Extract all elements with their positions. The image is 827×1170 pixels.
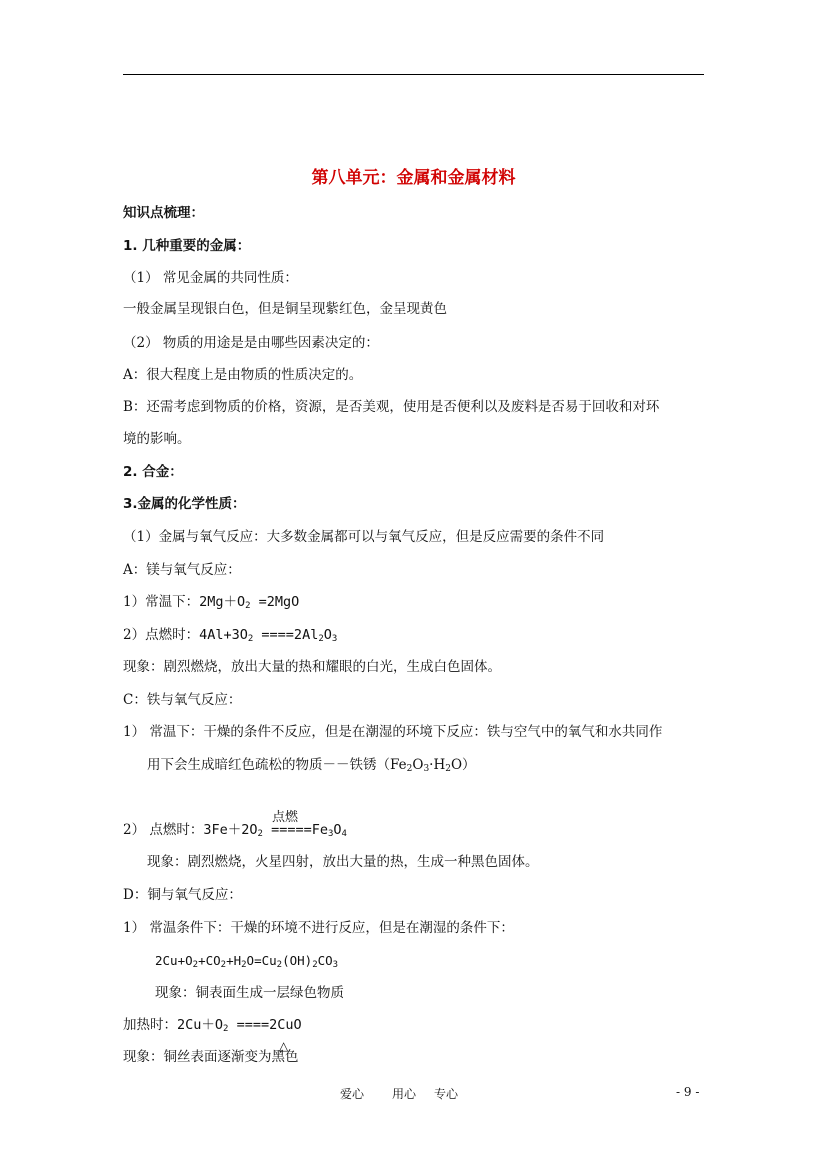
section-2-heading: 2. 合金： <box>123 464 183 480</box>
paragraph-use-b-line1: B：还需考虑到物质的价格，资源，是否美观，使用是否便利以及废料是否易于回收和对环 <box>123 399 660 415</box>
equation-cuo: $2Cu+O_2 ====2CuO$ <box>177 1017 302 1034</box>
equation-cu-corrosion: $2Cu+O_2+CO_2+H_2O=Cu_2(OH)_2CO_3$ <box>155 953 339 970</box>
section-3-heading: 3.金属的化学性质： <box>123 496 246 512</box>
magnesium-phenomenon: 现象：剧烈燃烧，放出大量的热和耀眼的白光，生成白色固体。 <box>123 659 501 675</box>
footer-text-1: 爱心 <box>340 1087 365 1101</box>
iron-title: C：铁与氧气反应： <box>123 692 242 708</box>
equation-al: $4Al+3O_2 ====2Al_2O_3$ <box>199 627 338 644</box>
section-1-heading: 1. 几种重要的金属： <box>123 238 251 254</box>
magnesium-room-temp: 1）常温下：$2Mg+O_2 =2MgO$ <box>123 594 300 611</box>
subsection-1-2: （2） 物质的用途是是由哪些因素决定的： <box>123 335 379 351</box>
copper-heating: 加热时：$2Cu+O_2 ====2CuO$ <box>123 1017 302 1034</box>
subsection-3-1: （1）金属与氧气反应：大多数金属都可以与氧气反应，但是反应需要的条件不同 <box>123 529 605 545</box>
equation-fe: $3Fe+2O_2 =====Fe_3O_4$ <box>203 822 347 839</box>
magnesium-title: A：镁与氧气反应： <box>123 562 241 578</box>
heating-condition-symbol: △ <box>279 1039 289 1053</box>
ignition-condition-label: 点燃 <box>272 810 299 825</box>
iron-room-temp-line1: 1） 常温下：干燥的条件不反应，但是在潮湿的环境下反应：铁与空气中的氧气和水共同作 <box>123 724 663 740</box>
aluminum-ignition: 2）点燃时：$4Al+3O_2 ====2Al_2O_3$ <box>123 627 338 644</box>
subsection-1-1: （1） 常见金属的共同性质： <box>123 270 298 286</box>
copper-heating-phenomenon: 现象：铜丝表面逐渐变为黑色 <box>123 1049 299 1065</box>
section-heading: 知识点梳理： <box>123 205 204 221</box>
page-number: - 9 - <box>676 1085 700 1099</box>
header-rule <box>123 74 704 75</box>
copper-room-temp-phenomenon: 现象：铜表面生成一层绿色物质 <box>155 985 344 1001</box>
copper-title: D：铜与氧气反应： <box>123 887 242 903</box>
copper-room-temp: 1） 常温条件下：干燥的环境不进行反应，但是在潮湿的条件下： <box>123 920 514 936</box>
paragraph-use-b-line2: 境的影响。 <box>123 431 191 447</box>
iron-room-temp-line2: 用下会生成暗红色疏松的物质－－铁锈$(Fe_2O_3\cdot H_2O)$ <box>147 757 476 774</box>
equation-mg: $2Mg+O_2 =2MgO$ <box>199 594 300 611</box>
page-title: 第八单元：金属和金属材料 <box>311 168 516 188</box>
paragraph-common-properties: 一般金属呈现银白色，但是铜呈现紫红色，金呈现黄色 <box>123 301 447 317</box>
footer-text-2: 用心 <box>392 1087 417 1101</box>
iron-ignition: 2） 点燃时：$3Fe+2O_2 =====Fe_3O_4$ <box>123 822 347 839</box>
iron-phenomenon: 现象：剧烈燃烧，火星四射，放出大量的热，生成一种黑色固体。 <box>147 854 539 870</box>
paragraph-use-a: A：很大程度上是由物质的性质决定的。 <box>123 367 363 383</box>
footer-text-3: 专心 <box>434 1087 459 1101</box>
